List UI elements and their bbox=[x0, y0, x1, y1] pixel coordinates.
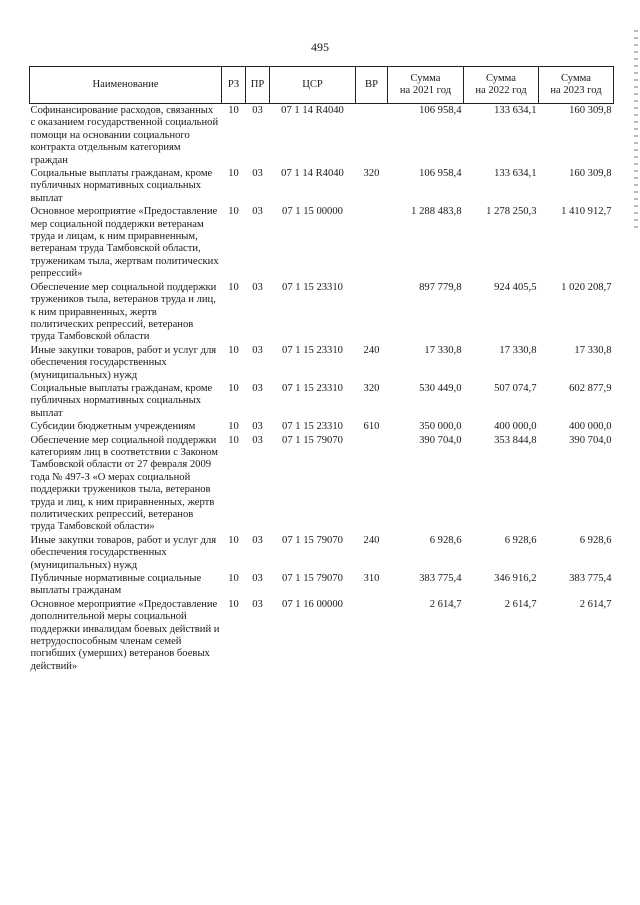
table-row bbox=[30, 534, 614, 572]
row-sum-2021: 530 449,0 bbox=[419, 382, 462, 394]
row-pr: 03 bbox=[252, 281, 263, 293]
row-csr: 07 1 14 R4040 bbox=[281, 168, 344, 180]
row-name: Обеспечение мер социальной поддержки категориям лиц в соответствии с Законом Тамбовской области от 27 февраля 2009 года № 497-З «О мерах социальной поддержки тружеников тыла, ветеранов труда и лиц, к ним приравненных, жертв политических репрессий, ветеранов труда Тамбовской области» bbox=[30, 434, 218, 533]
row-pr: 03 bbox=[252, 598, 263, 610]
header-rz: РЗ bbox=[222, 67, 246, 104]
table-row bbox=[30, 434, 614, 534]
row-name: Субсидии бюджетным учреждениям bbox=[30, 421, 196, 433]
row-sum-2023: 602 877,9 bbox=[569, 382, 612, 394]
row-rz: 10 bbox=[228, 598, 239, 610]
row-rz: 10 bbox=[228, 534, 239, 546]
table-row bbox=[30, 104, 614, 168]
row-vr: 240 bbox=[363, 344, 380, 356]
row-sum-2022: 346 916,2 bbox=[494, 573, 537, 585]
row-sum-2023: 160 309,8 bbox=[569, 105, 612, 116]
row-sum-2022: 133 634,1 bbox=[494, 105, 537, 116]
row-sum-2022: 17 330,8 bbox=[499, 344, 537, 356]
row-sum-2022: 1 278 250,3 bbox=[486, 206, 537, 218]
row-csr: 07 1 15 23310 bbox=[282, 281, 343, 293]
row-sum-2023: 17 330,8 bbox=[574, 344, 612, 356]
row-vr: 320 bbox=[363, 382, 380, 394]
row-sum-2021: 2 614,7 bbox=[429, 598, 462, 610]
row-name: Основное мероприятие «Предоставление дополнительной меры социальной поддержки инвалидам боевых действий и нетрудоспособным членам семей погибших (умерших) ветеранов боевых действий» bbox=[30, 598, 220, 672]
row-vr bbox=[356, 205, 388, 280]
row-pr: 03 bbox=[252, 421, 263, 433]
row-name: Иные закупки товаров, работ и услуг для обеспечения государственных (муниципальных) нужд bbox=[30, 534, 217, 571]
row-pr: 03 bbox=[252, 206, 263, 218]
row-sum-2023: 160 309,8 bbox=[569, 168, 612, 180]
row-sum-2022: 924 405,5 bbox=[494, 281, 537, 293]
row-name: Обеспечение мер социальной поддержки тружеников тыла, ветеранов труда и лиц, к ним приравненных, жертв политических репрессий, ветеранов труда Тамбовской области bbox=[30, 281, 217, 343]
row-sum-2021: 383 775,4 bbox=[419, 573, 462, 585]
header-name: Наименование bbox=[30, 67, 222, 104]
header-sum-2023: Сумма на 2023 год bbox=[539, 67, 614, 104]
row-sum-2023: 400 000,0 bbox=[569, 421, 612, 433]
row-name: Основное мероприятие «Предоставление мер социальной поддержки ветеранам труда и лицам, к ним приравненным, ветеранам труда Тамбовской области, труженикам тыла, жертвам политических репрессий» bbox=[30, 206, 219, 280]
row-pr: 03 bbox=[252, 573, 263, 585]
header-sum-2021: Сумма на 2021 год bbox=[388, 67, 464, 104]
row-csr: 07 1 14 R4040 bbox=[281, 105, 344, 116]
row-vr: 610 bbox=[363, 421, 380, 433]
row-csr: 07 1 15 79070 bbox=[282, 573, 343, 585]
row-sum-2021: 1 288 483,8 bbox=[411, 206, 462, 218]
row-sum-2021: 106 958,4 bbox=[419, 168, 462, 180]
row-sum-2022: 353 844,8 bbox=[494, 434, 537, 446]
table-body bbox=[30, 104, 614, 674]
row-sum-2021: 390 704,0 bbox=[419, 434, 462, 446]
header-pr: ПР bbox=[246, 67, 270, 104]
row-csr: 07 1 15 00000 bbox=[282, 206, 343, 218]
table-row bbox=[30, 167, 614, 205]
row-sum-2023: 6 928,6 bbox=[579, 534, 612, 546]
row-rz: 10 bbox=[228, 281, 239, 293]
row-sum-2021: 6 928,6 bbox=[429, 534, 462, 546]
row-rz: 10 bbox=[228, 382, 239, 394]
row-sum-2022: 400 000,0 bbox=[494, 421, 537, 433]
row-vr: 240 bbox=[363, 534, 380, 546]
row-sum-2021: 897 779,8 bbox=[419, 281, 462, 293]
row-sum-2023: 1 020 208,7 bbox=[561, 281, 612, 293]
row-sum-2023: 2 614,7 bbox=[579, 598, 612, 610]
table-row bbox=[30, 382, 614, 420]
row-rz: 10 bbox=[228, 573, 239, 585]
row-sum-2022: 6 928,6 bbox=[504, 534, 537, 546]
header-sum-2022: Сумма на 2022 год bbox=[464, 67, 539, 104]
scan-edge-mark bbox=[634, 30, 638, 230]
table-row bbox=[30, 344, 614, 382]
row-rz: 10 bbox=[228, 421, 239, 433]
row-rz: 10 bbox=[228, 434, 239, 446]
row-csr: 07 1 15 23310 bbox=[282, 382, 343, 394]
table-row bbox=[30, 598, 614, 673]
row-name: Социальные выплаты гражданам, кроме публичных нормативных социальных выплат bbox=[30, 168, 213, 204]
row-pr: 03 bbox=[252, 434, 263, 446]
table-row bbox=[30, 205, 614, 280]
row-vr bbox=[356, 434, 388, 534]
row-name: Социальные выплаты гражданам, кроме публичных нормативных социальных выплат bbox=[30, 382, 213, 419]
row-sum-2023: 390 704,0 bbox=[569, 434, 612, 446]
row-vr: 320 bbox=[363, 168, 380, 180]
page-number: 495 bbox=[311, 40, 329, 54]
row-sum-2023: 383 775,4 bbox=[569, 573, 612, 585]
row-csr: 07 1 15 23310 bbox=[282, 421, 343, 433]
row-rz: 10 bbox=[228, 105, 239, 116]
row-vr: 310 bbox=[363, 573, 380, 585]
row-vr bbox=[356, 104, 388, 168]
budget-table bbox=[29, 66, 614, 673]
header-vr: ВР bbox=[356, 67, 388, 104]
table-header bbox=[30, 67, 614, 104]
table-row bbox=[30, 572, 614, 598]
row-rz: 10 bbox=[228, 206, 239, 218]
row-vr bbox=[356, 281, 388, 344]
row-name: Иные закупки товаров, работ и услуг для обеспечения государственных (муниципальных) нужд bbox=[30, 344, 217, 381]
row-sum-2021: 17 330,8 bbox=[424, 344, 462, 356]
row-csr: 07 1 15 23310 bbox=[282, 344, 343, 356]
row-sum-2021: 350 000,0 bbox=[419, 421, 462, 433]
row-sum-2022: 2 614,7 bbox=[504, 598, 537, 610]
row-name: Софинансирование расходов, связанных с оказанием государственной социальной помощи на основании социального контракта отдельным категориям граждан bbox=[30, 105, 219, 166]
row-pr: 03 bbox=[252, 168, 263, 180]
row-vr bbox=[356, 598, 388, 673]
row-rz: 10 bbox=[228, 168, 239, 180]
row-pr: 03 bbox=[252, 105, 263, 116]
row-csr: 07 1 15 79070 bbox=[282, 434, 343, 446]
row-sum-2021: 106 958,4 bbox=[419, 105, 462, 116]
table-row bbox=[30, 420, 614, 433]
table-row bbox=[30, 281, 614, 344]
header-csr: ЦСР bbox=[270, 67, 356, 104]
row-rz: 10 bbox=[228, 344, 239, 356]
row-pr: 03 bbox=[252, 382, 263, 394]
row-name: Публичные нормативные социальные выплаты гражданам bbox=[30, 573, 202, 597]
row-pr: 03 bbox=[252, 344, 263, 356]
row-csr: 07 1 15 79070 bbox=[282, 534, 343, 546]
row-csr: 07 1 16 00000 bbox=[282, 598, 343, 610]
row-sum-2022: 507 074,7 bbox=[494, 382, 537, 394]
row-pr: 03 bbox=[252, 534, 263, 546]
row-sum-2022: 133 634,1 bbox=[494, 168, 537, 180]
row-sum-2023: 1 410 912,7 bbox=[561, 206, 612, 218]
